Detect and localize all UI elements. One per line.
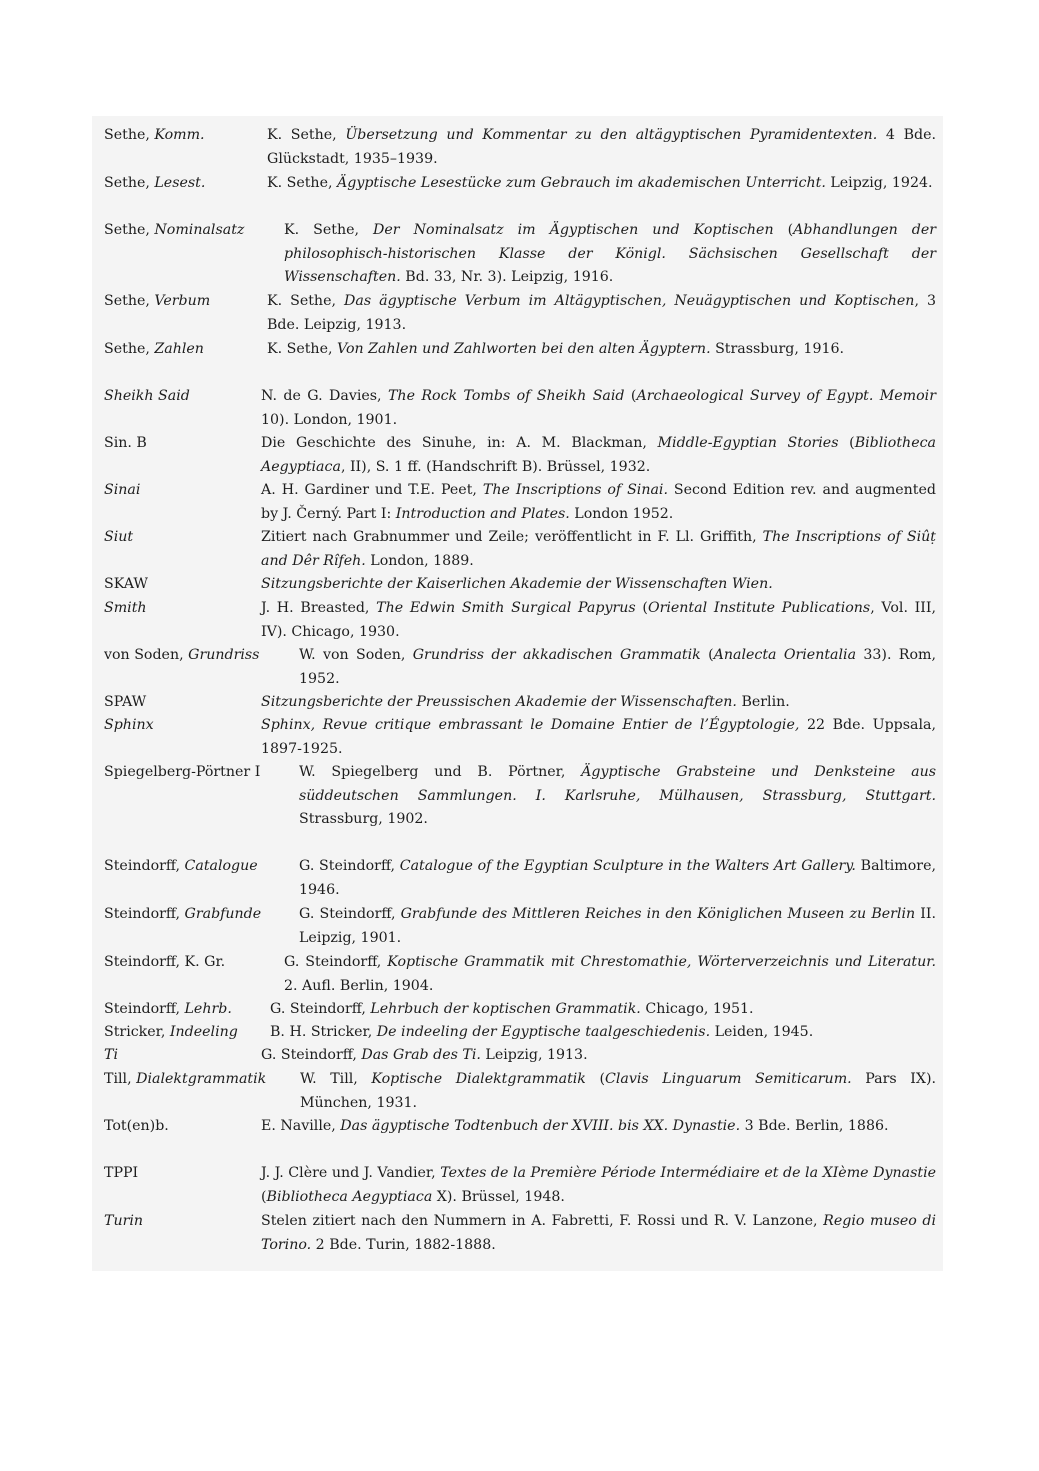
entry-key: Sheikh Said: [104, 388, 190, 404]
entry-key: Tot(en)b.: [104, 1118, 169, 1134]
bibliography-entry: [104, 124, 936, 171]
entry-reference: Stelen zitiert nach den Nummern in A. Fabretti, F. Rossi und R. V. Lanzone, Regio museo di Torino. 2 Bde. Turin, 1882-1888.: [261, 1213, 936, 1253]
entry-reference: J. H. Breasted, The Edwin Smith Surgical Papyrus (Oriental Institute Publications, Vol. III, IV). Chicago, 1930.: [261, 600, 936, 640]
bibliography-entry: [104, 1162, 936, 1209]
entry-key: TPPI: [104, 1165, 139, 1181]
entry-reference: J. J. Clère und J. Vandier, Textes de la Première Période Intermédiaire et de la XIème Dynastie (Bibliotheca Aegyptiaca X). Brüssel, 1948.: [261, 1165, 937, 1205]
entry-key: Sin. B: [104, 435, 147, 451]
bibliography-entry: [104, 526, 936, 573]
entry-key: Sphinx: [104, 717, 154, 733]
bibliography-entry: [104, 903, 936, 950]
bibliography-entry: [104, 691, 936, 715]
bibliography-entry: [104, 761, 936, 832]
entry-key: SPAW: [104, 694, 147, 710]
entry-reference: B. H. Stricker, De indeeling der Egyptische taalgeschiedenis. Leiden, 1945.: [270, 1024, 814, 1040]
entry-key: Turin: [104, 1213, 144, 1229]
entry-reference: W. von Soden, Grundriss der akkadischen Grammatik (Analecta Orientalia 33). Rom, 1952.: [299, 647, 936, 687]
entry-reference: E. Naville, Das ägyptische Todtenbuch der XVIII. bis XX. Dynastie. 3 Bde. Berlin, 1886.: [261, 1118, 889, 1134]
entry-key: Till, Dialektgrammatik: [104, 1071, 267, 1087]
entry-key: Sinai: [104, 482, 141, 498]
entry-key: Sethe, Verbum: [104, 293, 211, 309]
entry-reference: Sitzungsberichte der Kaiserlichen Akademie der Wissenschaften Wien.: [261, 576, 773, 592]
entry-key: von Soden, Grundriss: [104, 647, 260, 663]
entry-reference: Sphinx, Revue critique embrassant le Domaine Entier de l’Égyptologie, 22 Bde. Uppsala, 1897-1925.: [261, 717, 936, 757]
bibliography-entry: [104, 1210, 936, 1257]
bibliography-entry: [104, 714, 936, 761]
bibliography-entry: [104, 951, 936, 998]
bibliography-entry: [104, 644, 936, 691]
entry-reference: Zitiert nach Grabnummer und Zeile; veröffentlicht in F. Ll. Griffith, The Inscriptions of Siûṭ and Dêr Rîfeh. London, 1889.: [261, 529, 936, 569]
entry-reference: G. Steindorff, Catalogue of the Egyptian Sculpture in the Walters Art Gallery. Baltimore, 1946.: [299, 858, 936, 898]
entry-reference: K. Sethe, Ägyptische Lesestücke zum Gebrauch im akademischen Unterricht. Leipzig, 1924.: [267, 175, 933, 191]
bibliography-entry: [104, 290, 936, 337]
bibliography-entry: [104, 1044, 936, 1068]
entry-key: Steindorff, Catalogue: [104, 858, 258, 874]
entry-reference: K. Sethe, Übersetzung und Kommentar zu den altägyptischen Pyramidentexten. 4 Bde. Glückstadt, 1935–1939.: [267, 127, 936, 167]
entry-key: Sethe, Zahlen: [104, 341, 204, 357]
entry-key: SKAW: [104, 576, 148, 592]
entry-key: Stricker, Indeeling: [104, 1024, 238, 1040]
bibliography-entry: [104, 855, 936, 902]
entry-reference: G. Steindorff, Das Grab des Ti. Leipzig, 1913.: [261, 1047, 588, 1063]
entry-reference: G. Steindorff, Koptische Grammatik mit Chrestomathie, Wörterverzeichnis und Literatur. 2. Aufl. Berlin, 1904.: [284, 954, 936, 994]
entry-reference: Sitzungsberichte der Preussischen Akademie der Wissenschaften. Berlin.: [261, 694, 790, 710]
bibliography-entry: [104, 385, 936, 432]
bibliography-entry: [104, 479, 936, 526]
bibliography-entry: [104, 1068, 936, 1115]
bibliography-entry: [104, 1021, 936, 1045]
bibliography-entry: [104, 338, 936, 362]
entry-reference: W. Till, Koptische Dialektgrammatik (Clavis Linguarum Semiticarum. Pars IX). München, 1931.: [300, 1071, 936, 1111]
entry-key: Ti: [104, 1047, 119, 1063]
bibliography-entry: [104, 219, 936, 290]
bibliography-entry: [104, 597, 936, 644]
bibliography-entry: [104, 573, 936, 597]
entry-reference: A. H. Gardiner und T.E. Peet, The Inscriptions of Sinai. Second Edition rev. and augmented by J. Černý. Part I: Introduction and Plates. London 1952.: [261, 482, 936, 522]
bibliography-entry: [104, 172, 936, 196]
entry-key: Steindorff, Lehrb.: [104, 1001, 232, 1017]
entry-key: Steindorff, K. Gr.: [104, 954, 226, 970]
entry-key: Siut: [104, 529, 134, 545]
entry-key: Sethe, Lesest.: [104, 175, 206, 191]
entry-reference: G. Steindorff, Grabfunde des Mittleren Reiches in den Königlichen Museen zu Berlin II. Leipzig, 1901.: [299, 906, 936, 946]
bibliography-entry: [104, 432, 936, 479]
entry-reference: K. Sethe, Von Zahlen und Zahlworten bei den alten Ägyptern. Strassburg, 1916.: [267, 341, 845, 357]
entry-reference: Die Geschichte des Sinuhe, in: A. M. Blackman, Middle-Egyptian Stories (Bibliotheca Aegyptiaca, II), S. 1 ff. (Handschrift B). Brüssel, 1932.: [261, 435, 936, 475]
entry-reference: K. Sethe, Das ägyptische Verbum im Altägyptischen, Neuägyptischen und Koptischen, 3 Bde. Leipzig, 1913.: [267, 293, 936, 333]
bibliography-entry: [104, 1115, 936, 1139]
entry-key: Smith: [104, 600, 147, 616]
entry-key: Sethe, Nominalsatz: [104, 222, 245, 238]
entry-reference: K. Sethe, Der Nominalsatz im Ägyptischen und Koptischen (Abhandlungen der philosophisch-historischen Klasse der Königl. Sächsischen Gesellschaft der Wissenschaften. Bd. 33, Nr. 3). Leipzig, 1916.: [284, 222, 937, 285]
entry-reference: W. Spiegelberg und B. Pörtner, Ägyptische Grabsteine und Denksteine aus süddeutschen Sammlungen. I. Karlsruhe, Mülhausen, Strassburg, Stuttgart. Strassburg, 1902.: [299, 764, 936, 827]
entry-key: Sethe, Komm.: [104, 127, 205, 143]
entry-reference: N. de G. Davies, The Rock Tombs of Sheikh Said (Archaeological Survey of Egypt. Memoir 10). London, 1901.: [261, 388, 936, 428]
entry-reference: G. Steindorff, Lehrbuch der koptischen Grammatik. Chicago, 1951.: [270, 1001, 754, 1017]
entry-key: Steindorff, Grabfunde: [104, 906, 262, 922]
entry-key: Spiegelberg-Pörtner I: [104, 764, 261, 780]
bibliography-entry: [104, 998, 936, 1022]
